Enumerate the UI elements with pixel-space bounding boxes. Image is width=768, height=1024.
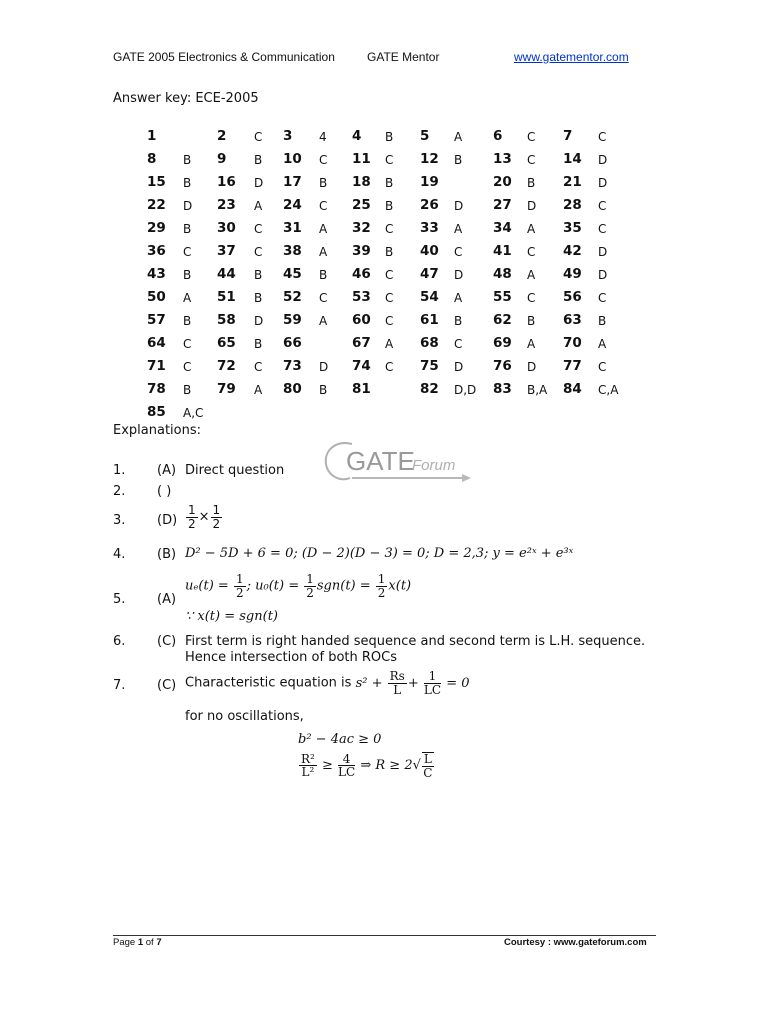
answer-key-row [147, 197, 667, 220]
question-number: 56 [563, 289, 582, 305]
answer-option: B [254, 337, 263, 351]
answer-option: A [454, 130, 463, 144]
expl-2-option: ( ) [157, 484, 172, 499]
footer-courtesy: Courtesy : www.gateforum.com [504, 937, 647, 948]
expl-7-number: 7. [113, 678, 126, 693]
answer-option: C [385, 314, 394, 328]
answer-option: C [598, 222, 607, 236]
answer-option: A [254, 199, 263, 213]
question-number: 58 [217, 312, 236, 328]
question-number: 29 [147, 220, 166, 236]
question-number: 23 [217, 197, 236, 213]
expl-5-line1: uₑ(t) = $\frac{1}{2}$ ; u₀(t) = $\frac{1}{2}$ sgn(t) = $\frac{1}{2}$ x(t) [185, 572, 412, 600]
answer-key-row [147, 128, 667, 151]
answer-key-row [147, 266, 667, 289]
question-number: 71 [147, 358, 166, 374]
answer-option: A [454, 291, 463, 305]
logo-arrow-head [462, 474, 471, 482]
footer-page-number: Page 1 of 7 [113, 937, 162, 948]
answer-option: D [254, 314, 264, 328]
answer-option: C,A [598, 383, 619, 397]
question-number: 32 [352, 220, 371, 236]
answer-option: C [254, 130, 263, 144]
answer-option: B [385, 130, 394, 144]
question-number: 4 [352, 128, 362, 144]
question-number: 8 [147, 151, 157, 167]
answer-option: B [319, 383, 328, 397]
answer-option: A [319, 245, 328, 259]
gateforum-logo-graphic [322, 438, 472, 488]
question-number: 64 [147, 335, 166, 351]
expl-1-option: (A) [157, 463, 177, 478]
question-number: 28 [563, 197, 582, 213]
question-number: 18 [352, 174, 371, 190]
answer-option: B [183, 176, 192, 190]
gateforum-logo [322, 438, 472, 488]
expl-6-line1: First term is right handed sequence and second term is L.H. sequence. [185, 634, 646, 649]
answer-option: C [183, 360, 192, 374]
question-number: 75 [420, 358, 439, 374]
question-number: 24 [283, 197, 302, 213]
answer-option: B [385, 176, 394, 190]
question-number: 48 [493, 266, 512, 282]
question-number: 62 [493, 312, 512, 328]
question-number: 82 [420, 381, 439, 397]
expl-1-number: 1. [113, 463, 126, 478]
question-number: 36 [147, 243, 166, 259]
answer-option: C [385, 222, 394, 236]
answer-option: A [385, 337, 394, 351]
expl-5-option: (A) [157, 592, 177, 607]
question-number: 81 [352, 381, 371, 397]
answer-option: A [527, 268, 536, 282]
question-number: 85 [147, 404, 166, 420]
answer-key-row [147, 312, 667, 335]
answer-option: C [598, 291, 607, 305]
question-number: 14 [563, 151, 582, 167]
answer-key-row [147, 404, 667, 427]
expl-6-number: 6. [113, 634, 126, 649]
question-number: 78 [147, 381, 166, 397]
answer-option: A [183, 291, 192, 305]
answer-option: C [183, 337, 192, 351]
answer-key-row [147, 151, 667, 174]
answer-option: A [598, 337, 607, 351]
answer-option: A [527, 222, 536, 236]
question-number: 50 [147, 289, 166, 305]
answer-option: A [319, 222, 328, 236]
answer-option: A [254, 383, 263, 397]
answer-option: D [319, 360, 329, 374]
answer-option: B [454, 153, 463, 167]
question-number: 73 [283, 358, 302, 374]
question-number: 74 [352, 358, 371, 374]
answer-option: B [319, 268, 328, 282]
question-number: 54 [420, 289, 439, 305]
answer-key-row [147, 220, 667, 243]
answer-option: C [254, 245, 263, 259]
question-number: 44 [217, 266, 236, 282]
answer-option: B [183, 314, 192, 328]
answer-option: B [183, 222, 192, 236]
expl-7-inequality-1: b² − 4ac ≥ 0 [298, 732, 382, 747]
expl-4-number: 4. [113, 547, 126, 562]
answer-option: D [527, 360, 537, 374]
answer-option: C [527, 291, 536, 305]
answer-option: C [385, 360, 394, 374]
question-number: 43 [147, 266, 166, 282]
question-number: 60 [352, 312, 371, 328]
answer-option: D [183, 199, 193, 213]
answer-key-row [147, 358, 667, 381]
answer-option: B [254, 291, 263, 305]
expl-5-line2: ∵ x(t) = sgn(t) [185, 609, 278, 624]
question-number: 6 [493, 128, 503, 144]
question-number: 69 [493, 335, 512, 351]
answer-option: B [319, 176, 328, 190]
footer-divider [113, 935, 656, 936]
question-number: 61 [420, 312, 439, 328]
explanations-title: Explanations: [113, 423, 201, 438]
answer-option: D [254, 176, 264, 190]
answer-key-row [147, 335, 667, 358]
answer-option: D [598, 153, 608, 167]
question-number: 17 [283, 174, 302, 190]
answer-key-row [147, 243, 667, 266]
answer-option: B [183, 153, 192, 167]
question-number: 49 [563, 266, 582, 282]
answer-key-row [147, 174, 667, 197]
question-number: 35 [563, 220, 582, 236]
expl-3-math: $\frac{1}{2}$ × $\frac{1}{2}$ [188, 503, 221, 531]
answer-option: C [385, 268, 394, 282]
question-number: 22 [147, 197, 166, 213]
expl-3-number: 3. [113, 513, 126, 528]
question-number: 10 [283, 151, 302, 167]
answer-option: C [319, 153, 328, 167]
answer-option: B [254, 268, 263, 282]
question-number: 9 [217, 151, 227, 167]
question-number: 33 [420, 220, 439, 236]
question-number: 25 [352, 197, 371, 213]
question-number: 52 [283, 289, 302, 305]
question-number: 19 [420, 174, 439, 190]
question-number: 66 [283, 335, 302, 351]
question-number: 79 [217, 381, 236, 397]
question-number: 84 [563, 381, 582, 397]
answer-option: B [598, 314, 607, 328]
answer-option: C [254, 222, 263, 236]
header-title: GATE 2005 Electronics & Communication [113, 50, 335, 64]
question-number: 34 [493, 220, 512, 236]
logo-big-text: GATE [346, 446, 415, 476]
answer-option: B,A [527, 383, 548, 397]
answer-option: B [527, 176, 536, 190]
question-number: 55 [493, 289, 512, 305]
question-number: 15 [147, 174, 166, 190]
answer-option: B [183, 383, 192, 397]
question-number: 27 [493, 197, 512, 213]
question-number: 83 [493, 381, 512, 397]
answer-option: C [527, 245, 536, 259]
expl-3-option: (D) [157, 513, 178, 528]
expl-2-number: 2. [113, 484, 126, 499]
question-number: 26 [420, 197, 439, 213]
answer-option: D [454, 268, 464, 282]
answer-option: A [454, 222, 463, 236]
question-number: 72 [217, 358, 236, 374]
answer-option: C [183, 245, 192, 259]
answer-key-row [147, 289, 667, 312]
expl-4-math: D² − 5D + 6 = 0; (D − 2)(D − 3) = 0; D = 2,3; y = e²ˣ + e³ˣ [185, 546, 574, 561]
answer-option: A [527, 337, 536, 351]
question-number: 57 [147, 312, 166, 328]
question-number: 51 [217, 289, 236, 305]
answer-option: C [527, 130, 536, 144]
answer-option: B [183, 268, 192, 282]
expl-7-option: (C) [157, 678, 177, 693]
question-number: 21 [563, 174, 582, 190]
question-number: 31 [283, 220, 302, 236]
expl-7-line2: for no oscillations, [185, 709, 304, 724]
answer-option: D [454, 199, 464, 213]
question-number: 3 [283, 128, 293, 144]
answer-option: D [454, 360, 464, 374]
answer-option: C [254, 360, 263, 374]
question-number: 5 [420, 128, 430, 144]
answer-option: A [319, 314, 328, 328]
answer-key-table [147, 128, 667, 427]
answer-option: B [254, 153, 263, 167]
expl-4-option: (B) [157, 547, 177, 562]
question-number: 47 [420, 266, 439, 282]
question-number: 46 [352, 266, 371, 282]
answer-option: C [385, 291, 394, 305]
question-number: 7 [563, 128, 573, 144]
answer-option: C [598, 360, 607, 374]
question-number: 40 [420, 243, 439, 259]
question-number: 37 [217, 243, 236, 259]
question-number: 45 [283, 266, 302, 282]
answer-option: B [385, 245, 394, 259]
question-number: 41 [493, 243, 512, 259]
answer-option: D [598, 176, 608, 190]
answer-option: 4 [319, 130, 327, 144]
answer-option: C [527, 153, 536, 167]
answer-option: B [454, 314, 463, 328]
question-number: 13 [493, 151, 512, 167]
header-center: GATE Mentor [367, 50, 440, 64]
answer-option: C [454, 245, 463, 259]
question-number: 20 [493, 174, 512, 190]
question-number: 16 [217, 174, 236, 190]
question-number: 67 [352, 335, 371, 351]
header-link[interactable]: www.gatementor.com [514, 50, 629, 64]
expl-6-line2: Hence intersection of both ROCs [185, 650, 397, 665]
answer-option: A,C [183, 406, 204, 420]
expl-1-text: Direct question [185, 463, 285, 478]
question-number: 2 [217, 128, 227, 144]
question-number: 76 [493, 358, 512, 374]
answer-option: D [598, 268, 608, 282]
answer-key-row [147, 381, 667, 404]
question-number: 42 [563, 243, 582, 259]
question-number: 77 [563, 358, 582, 374]
question-number: 11 [352, 151, 371, 167]
answer-option: B [527, 314, 536, 328]
question-number: 53 [352, 289, 371, 305]
answer-option: C [319, 199, 328, 213]
question-number: 63 [563, 312, 582, 328]
expl-6-option: (C) [157, 634, 177, 649]
answer-option: C [454, 337, 463, 351]
logo-small-text: Forum [412, 457, 456, 474]
expl-5-number: 5. [113, 592, 126, 607]
answer-option: C [385, 153, 394, 167]
question-number: 38 [283, 243, 302, 259]
answer-option: C [319, 291, 328, 305]
question-number: 30 [217, 220, 236, 236]
question-number: 68 [420, 335, 439, 351]
answer-option: D [527, 199, 537, 213]
answer-option: B [385, 199, 394, 213]
answer-option: C [598, 130, 607, 144]
expl-7-inequality-2: $\frac{\text{R²}}{\text{L²}}$ ≥ $\frac{4}{LC}$ ⇒ R ≥ 2√ $\frac{L}{C}$ [301, 751, 433, 780]
question-number: 80 [283, 381, 302, 397]
answer-option: D [598, 245, 608, 259]
answer-key-title: Answer key: ECE-2005 [113, 91, 259, 106]
question-number: 39 [352, 243, 371, 259]
answer-option: D,D [454, 383, 477, 397]
answer-option: C [598, 199, 607, 213]
question-number: 12 [420, 151, 439, 167]
question-number: 65 [217, 335, 236, 351]
question-number: 59 [283, 312, 302, 328]
question-number: 1 [147, 128, 157, 144]
expl-7-line1: Characteristic equation is s² + $\frac{Rs}{L}$ + $\frac{1}{LC}$ = 0 [185, 669, 470, 697]
question-number: 70 [563, 335, 582, 351]
